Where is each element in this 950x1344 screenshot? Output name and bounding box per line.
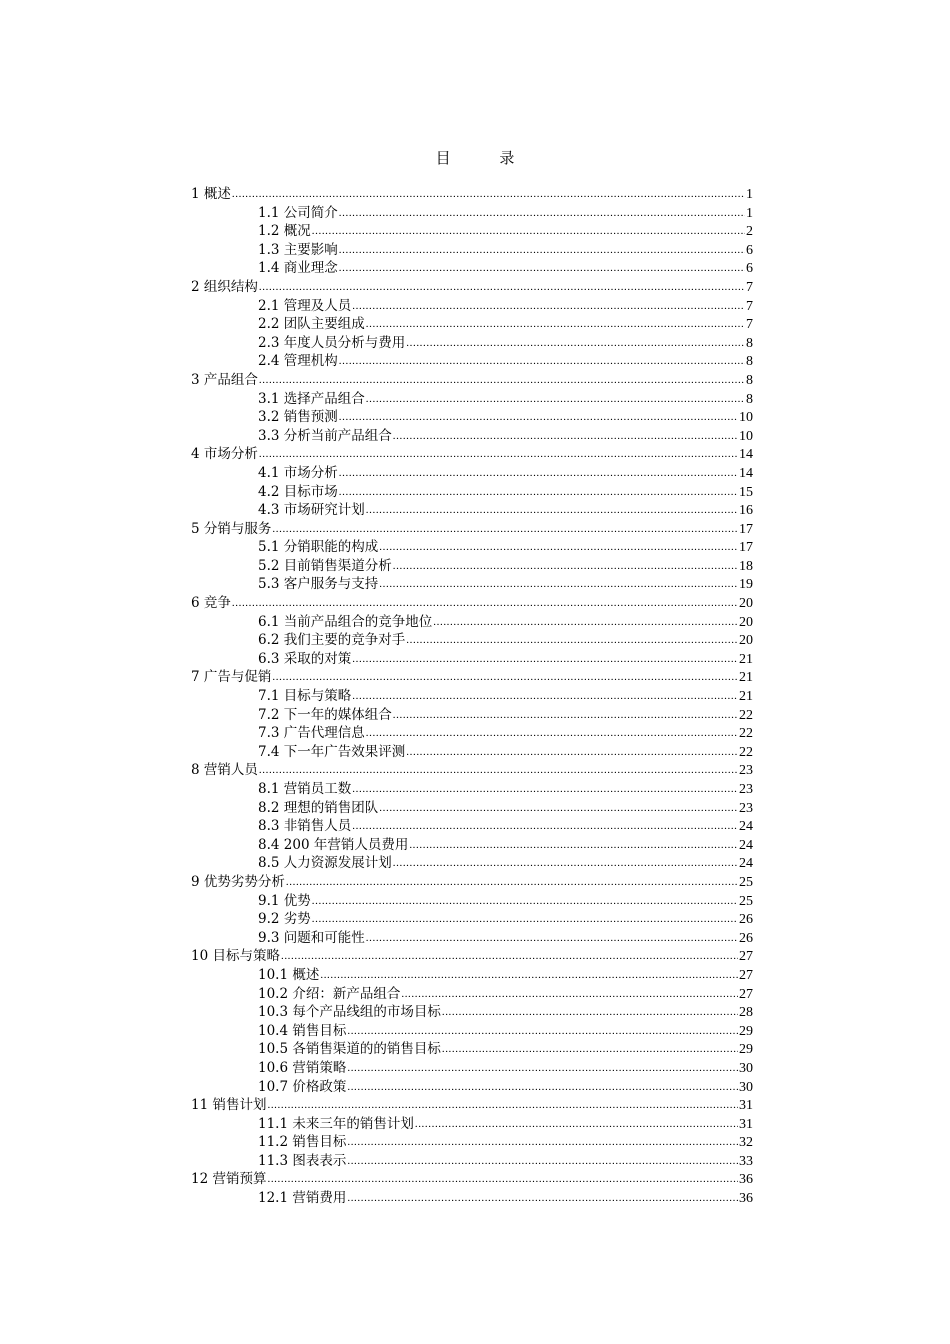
toc-dot-leader <box>442 1040 738 1059</box>
toc-page-number: 8 <box>746 354 753 370</box>
toc-dot-leader <box>352 817 738 836</box>
toc-page-number: 20 <box>739 633 753 649</box>
toc-page-number: 18 <box>739 558 753 574</box>
toc-page-number: 7 <box>746 317 753 333</box>
toc-subsection-entry[interactable] <box>191 1022 753 1041</box>
toc-entry-label: 5.3 客户服务与支持 <box>258 576 379 593</box>
toc-dot-leader <box>232 594 738 613</box>
toc-page-number: 31 <box>739 1098 753 1114</box>
toc-section-entry[interactable] <box>191 185 753 204</box>
toc-subsection-entry[interactable] <box>191 799 753 818</box>
toc-dot-leader <box>442 1003 738 1022</box>
toc-dot-leader <box>347 1189 738 1208</box>
toc-dot-leader <box>259 278 745 297</box>
toc-entry-label: 11 销售计划 <box>191 1097 267 1114</box>
toc-dot-leader <box>379 575 738 594</box>
toc-dot-leader <box>433 613 738 632</box>
toc-section-entry[interactable] <box>191 594 753 613</box>
toc-dot-leader <box>379 799 738 818</box>
toc-subsection-entry[interactable] <box>191 483 753 502</box>
toc-entry-label: 6.2 我们主要的竞争对手 <box>258 632 406 649</box>
toc-subsection-entry[interactable] <box>191 966 753 985</box>
toc-section-entry[interactable] <box>191 761 753 780</box>
toc-dot-leader <box>339 483 738 502</box>
toc-subsection-entry[interactable] <box>191 1152 753 1171</box>
toc-page-number: 25 <box>739 874 753 890</box>
toc-dot-leader <box>347 1152 738 1171</box>
toc-entry-label: 10.1 概述 <box>258 966 320 983</box>
toc-page-number: 31 <box>739 1116 753 1132</box>
toc-entry-label: 2.4 管理机构 <box>258 353 338 370</box>
toc-entry-label: 11.3 图表表示 <box>258 1152 347 1169</box>
toc-subsection-entry[interactable] <box>191 297 753 316</box>
toc-entry-label: 7 广告与促销 <box>191 669 272 686</box>
toc-section-entry[interactable] <box>191 1170 753 1189</box>
toc-page-number: 10 <box>739 428 753 444</box>
toc-entry-label: 10.3 每个产品线组的市场目标 <box>258 1004 441 1021</box>
toc-entry-label: 6.3 采取的对策 <box>258 650 352 667</box>
toc-page-number: 24 <box>739 819 753 835</box>
toc-section-entry[interactable] <box>191 278 753 297</box>
toc-subsection-entry[interactable] <box>191 817 753 836</box>
toc-subsection-entry[interactable] <box>191 929 753 948</box>
toc-page-number: 6 <box>746 261 753 277</box>
toc-page-number: 29 <box>739 1042 753 1058</box>
toc-dot-leader <box>339 464 738 483</box>
toc-subsection-entry[interactable] <box>191 910 753 929</box>
toc-page-number: 8 <box>746 335 753 351</box>
toc-entry-label: 3.3 分析当前产品组合 <box>258 427 392 444</box>
toc-page-number: 36 <box>739 1191 753 1207</box>
toc-entry-label: 4.2 目标市场 <box>258 483 338 500</box>
toc-entry-label: 3 产品组合 <box>191 371 258 388</box>
toc-subsection-entry[interactable] <box>191 1040 753 1059</box>
toc-page-number: 21 <box>739 670 753 686</box>
toc-page-number: 21 <box>739 651 753 667</box>
toc-page-number: 36 <box>739 1172 753 1188</box>
toc-section-entry[interactable] <box>191 371 753 390</box>
toc-dot-leader <box>281 947 738 966</box>
toc-page-number: 7 <box>746 298 753 314</box>
toc-subsection-entry[interactable] <box>191 1115 753 1134</box>
toc-subsection-entry[interactable] <box>191 557 753 576</box>
toc-entry-label: 12 营销预算 <box>191 1171 267 1188</box>
toc-entry-label: 5 分销与服务 <box>191 520 272 537</box>
toc-entry-label: 7.4 下一年广告效果评测 <box>258 743 406 760</box>
toc-subsection-entry[interactable] <box>191 427 753 446</box>
toc-page-number: 30 <box>739 1079 753 1095</box>
toc-section-entry[interactable] <box>191 668 753 687</box>
toc-dot-leader <box>259 371 745 390</box>
toc-subsection-entry[interactable] <box>191 408 753 427</box>
toc-entry-label: 10.6 营销策略 <box>258 1059 347 1076</box>
toc-page-number: 17 <box>739 521 753 537</box>
toc-subsection-entry[interactable] <box>191 743 753 762</box>
toc-section-entry[interactable] <box>191 445 753 464</box>
toc-dot-leader <box>267 1170 738 1189</box>
toc-entry-label: 10.7 价格政策 <box>258 1078 347 1095</box>
toc-subsection-entry[interactable] <box>191 1059 753 1078</box>
toc-page-number: 27 <box>739 949 753 965</box>
toc-dot-leader <box>312 910 738 929</box>
toc-section-entry[interactable] <box>191 520 753 539</box>
toc-subsection-entry[interactable] <box>191 259 753 278</box>
toc-entry-label: 8 营销人员 <box>191 762 258 779</box>
toc-page-number: 1 <box>746 205 753 221</box>
toc-entry-label: 4 市场分析 <box>191 446 258 463</box>
toc-subsection-entry[interactable] <box>191 650 753 669</box>
toc-entry-label: 9.3 问题和可能性 <box>258 929 365 946</box>
toc-subsection-entry[interactable] <box>191 985 753 1004</box>
toc-page-number: 24 <box>739 856 753 872</box>
toc-subsection-entry[interactable] <box>191 315 753 334</box>
toc-page-number: 30 <box>739 1060 753 1076</box>
toc-entry-label: 7.1 目标与策略 <box>258 688 352 705</box>
toc-page-number: 15 <box>739 484 753 500</box>
toc-entry-label: 3.1 选择产品组合 <box>258 390 365 407</box>
toc-dot-leader <box>409 836 738 855</box>
toc-entry-label: 7.2 下一年的媒体组合 <box>258 706 392 723</box>
toc-dot-leader <box>339 408 738 427</box>
toc-page-number: 23 <box>739 763 753 779</box>
toc-dot-leader <box>366 724 738 743</box>
toc-entry-label: 4.3 市场研究计划 <box>258 502 365 519</box>
toc-page-number: 20 <box>739 614 753 630</box>
toc-page-number: 23 <box>739 782 753 797</box>
toc-dot-leader <box>401 985 738 1004</box>
toc-dot-leader <box>352 780 738 799</box>
toc-entry-label: 5.2 目前销售渠道分析 <box>258 557 392 574</box>
toc-dot-leader <box>415 1115 738 1134</box>
toc-entry-label: 2 组织结构 <box>191 278 258 295</box>
toc-subsection-entry[interactable] <box>191 575 753 594</box>
toc-section-entry[interactable] <box>191 947 753 966</box>
toc-entry-label: 8.3 非销售人员 <box>258 818 352 835</box>
toc-dot-leader <box>347 1059 738 1078</box>
toc-entry-label: 2.1 管理及人员 <box>258 297 352 314</box>
toc-page-number: 16 <box>739 503 753 519</box>
toc-entry-label: 9 优势劣势分析 <box>191 873 285 890</box>
toc-entry-label: 10.2 介绍：新产品组合 <box>258 985 401 1002</box>
toc-dot-leader <box>406 743 738 762</box>
toc-page-number: 22 <box>739 707 753 723</box>
toc-page-number: 14 <box>739 447 753 463</box>
toc-subsection-entry[interactable] <box>191 1003 753 1022</box>
toc-subsection-entry[interactable] <box>191 501 753 520</box>
toc-section-entry[interactable] <box>191 1096 753 1115</box>
toc-title: 目 录 <box>435 149 537 167</box>
toc-entry-label: 6 竞争 <box>191 595 231 612</box>
toc-page-number: 2 <box>746 224 753 240</box>
toc-entry-label: 1.1 公司简介 <box>258 204 338 221</box>
table-of-contents <box>191 185 753 1208</box>
toc-page-number: 19 <box>739 577 753 593</box>
toc-dot-leader <box>312 222 745 241</box>
toc-entry-label: 3.2 销售预测 <box>258 409 338 426</box>
toc-page-number: 33 <box>739 1153 753 1169</box>
toc-dot-leader <box>347 1078 738 1097</box>
toc-subsection-entry[interactable] <box>191 1189 753 1208</box>
toc-page-number: 7 <box>746 279 753 295</box>
toc-subsection-entry[interactable] <box>191 892 753 911</box>
toc-page-number: 10 <box>739 410 753 426</box>
toc-page-number: 27 <box>739 967 753 983</box>
toc-dot-leader <box>259 445 738 464</box>
toc-dot-leader <box>259 761 738 780</box>
toc-subsection-entry[interactable] <box>191 464 753 483</box>
toc-dot-leader <box>406 334 745 353</box>
toc-dot-leader <box>339 241 745 260</box>
toc-dot-leader <box>366 315 745 334</box>
toc-subsection-entry[interactable] <box>191 222 753 241</box>
toc-subsection-entry[interactable] <box>191 724 753 743</box>
toc-subsection-entry[interactable] <box>191 780 753 799</box>
toc-entry-label: 1.3 主要影响 <box>258 241 338 258</box>
toc-page-number: 27 <box>739 986 753 1002</box>
toc-dot-leader <box>352 687 738 706</box>
toc-page-number: 23 <box>739 800 753 816</box>
toc-entry-label: 11.2 销售目标 <box>258 1134 347 1151</box>
toc-subsection-entry[interactable] <box>191 706 753 725</box>
toc-dot-leader <box>347 1133 738 1152</box>
toc-page-number: 1 <box>746 187 753 202</box>
toc-page-number: 24 <box>739 837 753 853</box>
toc-subsection-entry[interactable] <box>191 538 753 557</box>
toc-page-number: 6 <box>746 242 753 258</box>
toc-subsection-entry[interactable] <box>191 334 753 353</box>
toc-page-number: 26 <box>739 930 753 946</box>
toc-entry-label: 1.2 概况 <box>258 223 311 240</box>
toc-subsection-entry[interactable] <box>191 1078 753 1097</box>
toc-entry-label: 8.5 人力资源发展计划 <box>258 855 392 872</box>
toc-page-number: 17 <box>739 540 753 556</box>
toc-dot-leader <box>366 501 738 520</box>
toc-dot-leader <box>286 873 738 892</box>
toc-dot-leader <box>366 929 738 948</box>
toc-entry-label: 6.1 当前产品组合的竞争地位 <box>258 613 433 630</box>
toc-entry-label: 10.4 销售目标 <box>258 1022 347 1039</box>
toc-entry-label: 8.2 理想的销售团队 <box>258 799 379 816</box>
toc-dot-leader <box>379 538 738 557</box>
toc-entry-label: 4.1 市场分析 <box>258 464 338 481</box>
toc-page-number: 22 <box>739 744 753 760</box>
toc-entry-label: 7.3 广告代理信息 <box>258 725 365 742</box>
toc-dot-leader <box>272 668 738 687</box>
toc-page-number: 14 <box>739 465 753 481</box>
toc-dot-leader <box>352 297 745 316</box>
toc-entry-label: 1.4 商业理念 <box>258 260 338 277</box>
toc-page-number: 26 <box>739 912 753 928</box>
toc-page-number: 22 <box>739 726 753 742</box>
toc-dot-leader <box>320 966 738 985</box>
toc-entry-label: 2.3 年度人员分析与费用 <box>258 334 406 351</box>
toc-dot-leader <box>339 259 745 278</box>
toc-entry-label: 5.1 分销职能的构成 <box>258 539 379 556</box>
toc-page-number: 28 <box>739 1005 753 1021</box>
toc-entry-label: 2.2 团队主要组成 <box>258 316 365 333</box>
toc-subsection-entry[interactable] <box>191 613 753 632</box>
toc-subsection-entry[interactable] <box>191 687 753 706</box>
toc-dot-leader <box>232 185 745 204</box>
toc-dot-leader <box>406 631 738 650</box>
toc-subsection-entry[interactable] <box>191 631 753 650</box>
toc-section-entry[interactable] <box>191 873 753 892</box>
toc-subsection-entry[interactable] <box>191 1133 753 1152</box>
toc-dot-leader <box>366 390 745 409</box>
toc-dot-leader <box>339 204 745 223</box>
toc-entry-label: 1 概述 <box>191 186 231 202</box>
toc-page-number: 8 <box>746 391 753 407</box>
toc-page-number: 20 <box>739 596 753 612</box>
toc-page-number: 32 <box>739 1135 753 1151</box>
toc-subsection-entry[interactable] <box>191 836 753 855</box>
toc-dot-leader <box>393 706 738 725</box>
toc-entry-label: 10.5 各销售渠道的的销售目标 <box>258 1041 441 1058</box>
toc-subsection-entry[interactable] <box>191 241 753 260</box>
toc-subsection-entry[interactable] <box>191 352 753 371</box>
toc-entry-label: 10 目标与策略 <box>191 948 280 965</box>
toc-page-number: 25 <box>739 893 753 909</box>
toc-page-number: 8 <box>746 372 753 388</box>
toc-dot-leader <box>393 427 738 446</box>
toc-entry-label: 9.2 劣势 <box>258 911 311 928</box>
toc-dot-leader <box>272 520 738 539</box>
toc-dot-leader <box>393 557 738 576</box>
toc-subsection-entry[interactable] <box>191 390 753 409</box>
toc-dot-leader <box>267 1096 738 1115</box>
toc-entry-label: 12.1 营销费用 <box>258 1190 347 1207</box>
toc-entry-label: 8.4 200 年营销人员费用 <box>258 836 409 853</box>
toc-subsection-entry[interactable] <box>191 204 753 223</box>
toc-dot-leader <box>312 892 738 911</box>
toc-dot-leader <box>347 1022 738 1041</box>
toc-entry-label: 11.1 未来三年的销售计划 <box>258 1115 414 1132</box>
toc-dot-leader <box>352 650 738 669</box>
toc-subsection-entry[interactable] <box>191 854 753 873</box>
toc-page-number: 21 <box>739 689 753 705</box>
toc-entry-label: 9.1 优势 <box>258 892 311 909</box>
toc-dot-leader <box>339 352 745 371</box>
toc-dot-leader <box>393 854 738 873</box>
toc-entry-label: 8.1 营销员工数 <box>258 781 352 797</box>
toc-page-number: 29 <box>739 1023 753 1039</box>
